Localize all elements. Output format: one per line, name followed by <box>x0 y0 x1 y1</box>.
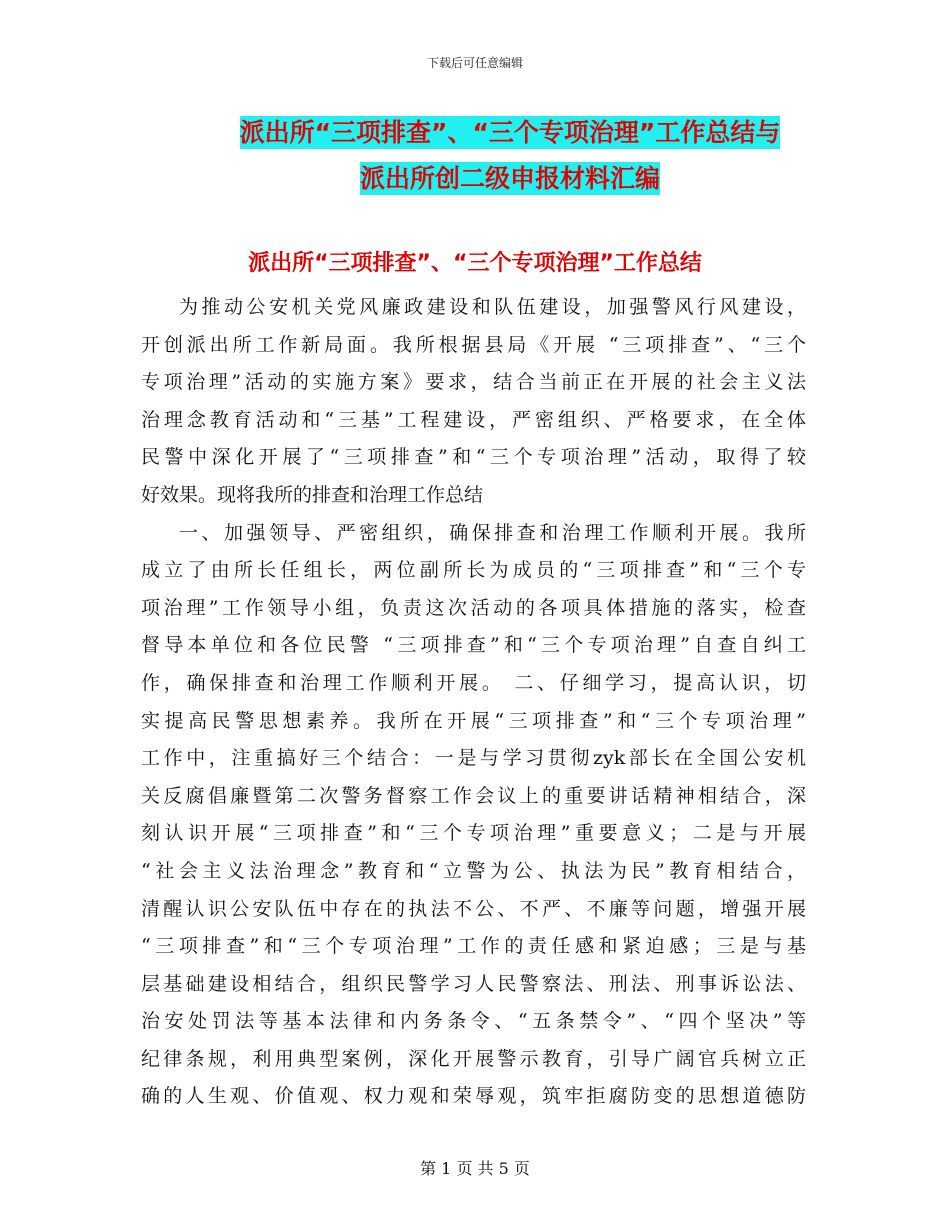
body-line: 纪律条规，利用典型案例，深化开展警示教育，引导广阔官兵树立正 <box>141 1047 806 1070</box>
body-line: 治理念教育活动和“三基”工程建设，严密组织、严格要求，在全体 <box>141 408 806 431</box>
body-line: 刻认识开展“三项排查”和“三个专项治理”重要意义；二是与开展 <box>141 822 806 845</box>
body-line: 工作中，注重搞好三个结合：一是与学习贯彻zyk部长在全国公安机 <box>141 747 806 770</box>
body-line: 清醒认识公安队伍中存在的执法不公、不严、不廉等问题，增强开展 <box>141 897 806 920</box>
body-line: 确的人生观、价值观、权力观和荣辱观，筑牢拒腐防变的思想道德防 <box>141 1085 806 1108</box>
body-line: 关反腐倡廉暨第二次警务督察工作会议上的重要讲话精神相结合，深 <box>141 784 806 807</box>
body-line: 一、加强领导、严密组织，确保排查和治理工作顺利开展。我所 <box>179 521 806 544</box>
body-line: 督导本单位和各位民警 “三项排查”和“三个专项治理”自查自纠工 <box>141 634 806 657</box>
body-line: “三项排查”和“三个专项治理”工作的责任感和紧迫感；三是与基 <box>141 935 806 958</box>
header-note: 下载后可任意编辑 <box>426 56 523 70</box>
document-title-line-1: 派出所“三项排查”、“三个专项治理”工作总结与 <box>239 118 781 147</box>
body-line: “社会主义法治理念”教育和“立警为公、执法为民”教育相结合， <box>141 859 806 882</box>
body-line: 成立了由所长任组长，两位副所长为成员的“三项排查”和“三个专 <box>141 559 806 582</box>
document-title <box>160 110 860 202</box>
body-line: 作，确保排查和治理工作顺利开展。 二、仔细学习，提高认识，切 <box>141 671 806 694</box>
body-line: 好效果。现将我所的排查和治理工作总结 <box>141 483 484 506</box>
section-title: 派出所“三项排查”、“三个专项治理”工作总结 <box>248 251 702 276</box>
page-footer: 第 1 页 共 5 页 <box>420 1159 530 1178</box>
body-line: 专项治理”活动的实施方案》要求，结合当前正在开展的社会主义法 <box>141 371 806 394</box>
body-line: 开创派出所工作新局面。我所根据县局《开展 “三项排查”、“三个 <box>141 333 806 356</box>
body-line: 为推动公安机关党风廉政建设和队伍建设，加强警风行风建设， <box>179 296 806 318</box>
body-line: 项治理”工作领导小组，负责这次活动的各项具体措施的落实，检查 <box>141 596 806 619</box>
document-title-line-2: 派出所创二级申报材料汇编 <box>359 164 660 193</box>
body-line: 治安处罚法等基本法律和内务条令、“五条禁令”、“四个坚决”等 <box>141 1010 806 1033</box>
body-text <box>141 289 806 1116</box>
body-line: 民警中深化开展了“三项排查”和“三个专项治理”活动，取得了较 <box>141 446 806 469</box>
body-line: 层基础建设相结合，组织民警学习人民警察法、刑法、刑事诉讼法、 <box>141 972 806 995</box>
body-line: 实提高民警思想素养。我所在开展“三项排查”和“三个专项治理” <box>141 709 806 732</box>
